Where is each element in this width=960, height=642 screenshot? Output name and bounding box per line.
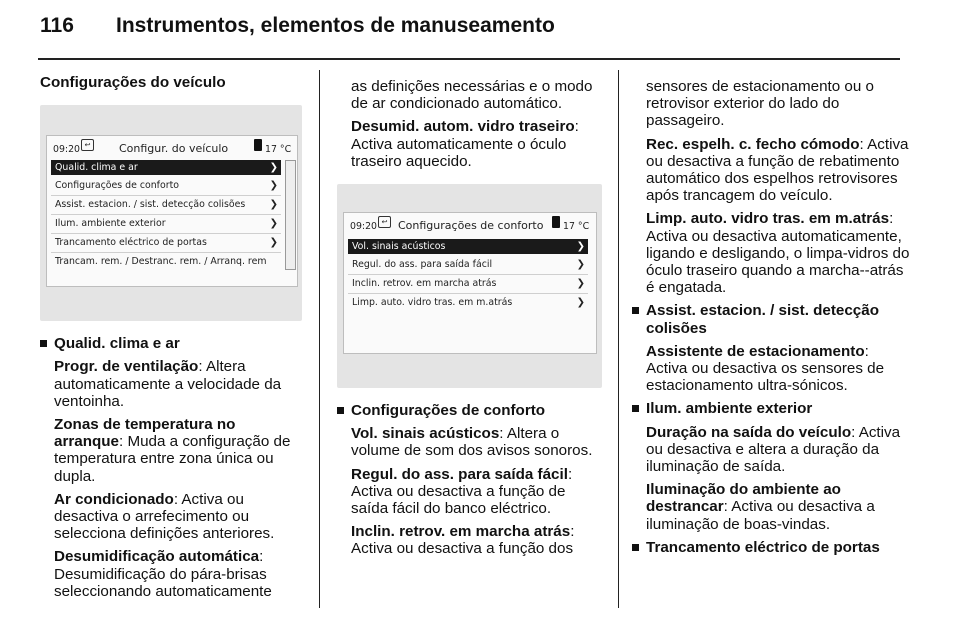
paragraph: Iluminação do ambiente ao destrancar: Activa ou desactiva a iluminação de boas-vindas. <box>646 481 875 533</box>
chevron-right-icon: ❯ <box>576 241 585 253</box>
back-icon: ↩ <box>378 216 391 228</box>
paragraph: Vol. sinais acústicos: Altera o volume de som dos avisos sonoros. <box>351 425 593 460</box>
chevron-right-icon: ❯ <box>269 218 278 230</box>
display-screen <box>343 212 597 354</box>
column-1 <box>40 74 302 606</box>
page-number: 116 <box>40 14 74 37</box>
menu-item: Ilum. ambiente exterior ❯ <box>55 218 278 230</box>
bullet-heading: Qualid. clima e ar <box>40 335 302 352</box>
temperature-icon <box>254 139 262 151</box>
paragraph: Regul. do ass. para saída fácil: Activa ou desactiva a função de saída fácil do banco eléctrico. <box>351 465 573 518</box>
screen-title: Configurações de conforto <box>398 219 544 233</box>
paragraph: as definições necessárias e o modo de ar condicionado automático. <box>351 78 593 113</box>
chevron-right-icon: ❯ <box>576 259 585 271</box>
paragraph: Zonas de temperatura no arranque: Muda a configuração de temperatura entre zona única ou dupla. <box>54 416 291 485</box>
clock: 09:20 <box>350 221 378 233</box>
divider <box>51 195 281 196</box>
paragraph: Desumidificação automática: Desumidificação do pára-brisas seleccionando automaticamente <box>54 548 272 600</box>
menu-item: Vol. sinais acústicos ❯ <box>348 239 588 254</box>
menu-item: Trancam. rem. / Destranc. rem. / Arranq. rem <box>55 256 267 268</box>
divider <box>348 293 588 294</box>
divider <box>51 214 281 215</box>
column-divider <box>319 70 320 608</box>
paragraph: sensores de estacionamento ou o retrovisor exterior do lado do passageiro. <box>646 78 874 130</box>
screen-image-comfort-settings <box>337 184 602 388</box>
paragraph: Assistente de estacionamento: Activa ou desactiva os sensores de estacionamento ultra-sónicos. <box>646 342 885 395</box>
bullet-heading: Trancamento eléctrico de portas <box>632 539 912 556</box>
page-title: Instrumentos, elementos de manuseamento <box>116 14 555 37</box>
divider <box>51 233 281 234</box>
menu-item: Configurações de conforto ❯ <box>55 180 278 192</box>
menu-item: Assist. estacion. / sist. detecção colisões ❯ <box>55 199 278 211</box>
menu-item: Trancamento eléctrico de portas ❯ <box>55 237 278 249</box>
header-rule <box>38 58 900 60</box>
scrollbar <box>285 160 296 270</box>
screen-title: Configur. do veículo <box>119 142 229 156</box>
temperature: 17 °C <box>265 144 292 156</box>
chevron-right-icon: ❯ <box>269 199 278 211</box>
divider <box>51 252 281 253</box>
paragraph: Desumid. autom. vidro traseiro: Activa automaticamente o óculo traseiro aquecido. <box>351 118 579 170</box>
column-divider <box>618 70 619 608</box>
chevron-right-icon: ❯ <box>576 297 585 309</box>
chevron-right-icon: ❯ <box>269 237 278 249</box>
column-3 <box>632 78 912 562</box>
paragraph: Progr. de ventilação: Altera automaticamente a velocidade da ventoinha. <box>54 358 282 410</box>
chevron-right-icon: ❯ <box>269 162 278 174</box>
paragraph: Ar condicionado: Activa ou desactiva o arrefecimento ou selecciona definições anteriores. <box>54 490 275 543</box>
bullet-heading: Assist. estacion. / sist. detecção colisões <box>632 302 912 336</box>
display-screen <box>46 135 298 287</box>
paragraph: Rec. espelh. c. fecho cómodo: Activa ou desactiva a função de rebatimento automático dos espelhos retrovisores após trancagem do veículo. <box>646 135 909 205</box>
divider <box>348 274 588 275</box>
back-icon: ↩ <box>81 139 94 151</box>
menu-item: Inclin. retrov. em marcha atrás ❯ <box>352 278 585 290</box>
paragraph: Limp. auto. vidro tras. em m.atrás: Activa ou desactiva automaticamente, ligando e desligando, o limpa-vidros do óculo traseiro quando a marcha--atrás é engatada. <box>646 210 910 297</box>
paragraph: Duração na saída do veículo: Activa ou desactiva e altera a duração da iluminação de saída. <box>646 423 901 476</box>
bullet-heading: Ilum. ambiente exterior <box>632 400 912 417</box>
bullet-heading: Configurações de conforto <box>337 402 602 419</box>
temperature-icon <box>552 216 560 228</box>
temperature: 17 °C <box>563 221 590 233</box>
menu-item: Regul. do ass. para saída fácil ❯ <box>352 259 585 271</box>
screen-image-vehicle-settings <box>40 105 302 321</box>
clock: 09:20 <box>53 144 81 156</box>
chevron-right-icon: ❯ <box>576 278 585 290</box>
menu-item: Qualid. clima e ar ❯ <box>51 160 281 175</box>
status-bar <box>47 136 297 155</box>
menu-item: Limp. auto. vidro tras. em m.atrás ❯ <box>352 297 585 309</box>
paragraph: Inclin. retrov. em marcha atrás: Activa ou desactiva a função dos <box>351 523 575 558</box>
status-bar <box>344 213 596 232</box>
section-title: Configurações do veículo <box>40 74 226 91</box>
column-2 <box>337 78 602 564</box>
chevron-right-icon: ❯ <box>269 180 278 192</box>
